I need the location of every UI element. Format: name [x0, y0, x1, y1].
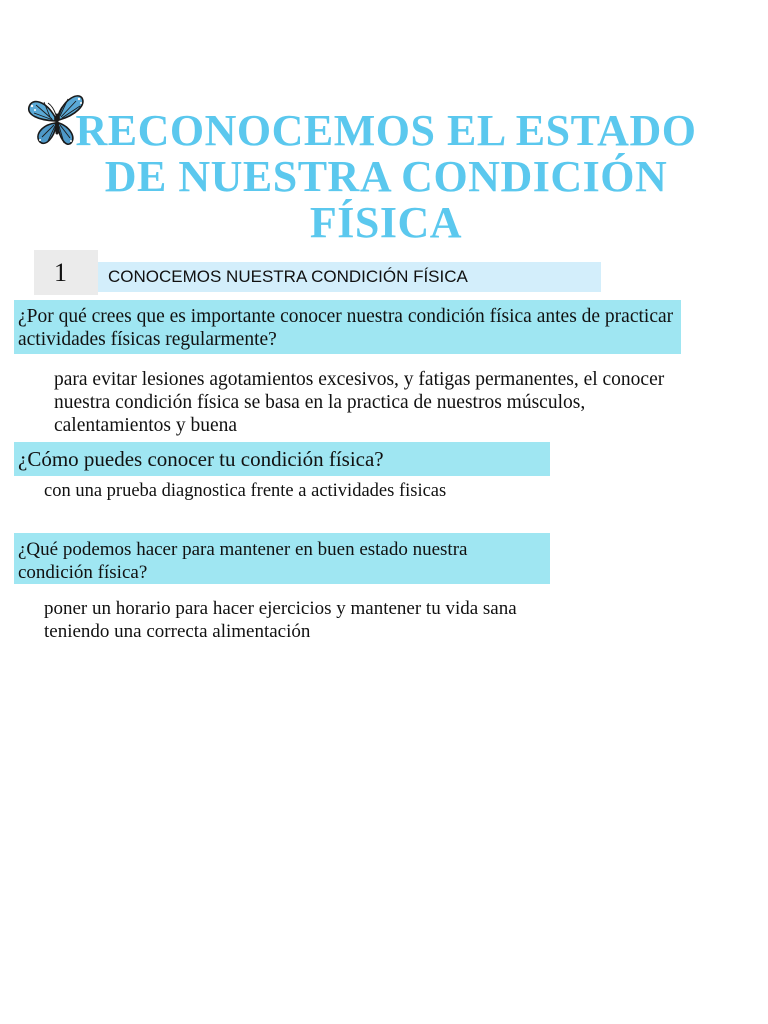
question-1: ¿Por qué crees que es importante conocer nuestra condición física antes de practicar actividades físicas regularmente? — [14, 300, 681, 354]
question-2: ¿Cómo puedes conocer tu condición física? — [14, 442, 550, 476]
section-number: 1 — [34, 250, 98, 295]
question-3: ¿Qué podemos hacer para mantener en buen estado nuestra condición física? — [14, 533, 550, 584]
answer-3: poner un horario para hacer ejercicios y mantener tu vida sana teniendo una correcta alimentación — [44, 598, 517, 642]
section-title: CONOCEMOS NUESTRA CONDICIÓN FÍSICA — [98, 262, 601, 292]
answer-1: para evitar lesiones agotamientos excesivos, y fatigas permanentes, el conocer nuestra condición física se basa en la practica de nuestros músculos, calentamientos y buena — [54, 369, 665, 436]
answer-2: con una prueba diagnostica frente a actividades fisicas — [44, 481, 447, 501]
page-title: RECONOCEMOS EL ESTADO DE NUESTRA CONDICIÓN FÍSICA — [75, 106, 697, 247]
